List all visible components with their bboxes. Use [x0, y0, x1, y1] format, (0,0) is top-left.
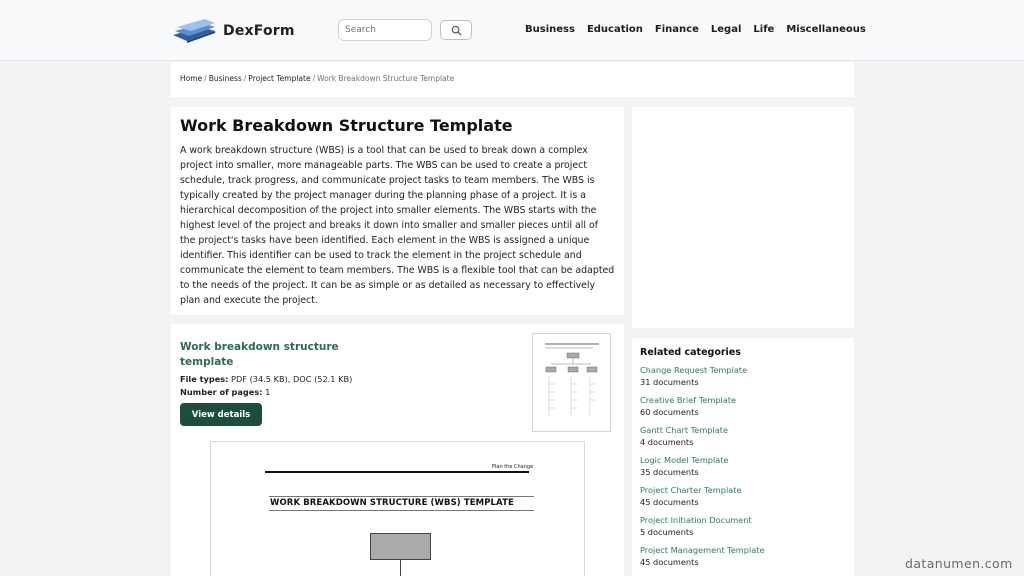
- related-link[interactable]: Project Management Template: [640, 545, 765, 555]
- breadcrumb-separator: /: [243, 74, 247, 83]
- related-count: 45 documents: [640, 497, 699, 507]
- nav-life[interactable]: Life: [753, 24, 775, 35]
- related-count: 45 documents: [640, 557, 699, 567]
- ad-placeholder: [632, 107, 854, 328]
- nav-miscellaneous[interactable]: Miscellaneous: [786, 24, 866, 35]
- breadcrumb-card: [171, 62, 854, 97]
- main-nav: [525, 24, 866, 35]
- document-card: [171, 324, 624, 576]
- preview-heading-rule-bottom: [269, 510, 534, 511]
- nav-education[interactable]: Education: [586, 24, 643, 35]
- related-link[interactable]: Project Initiation Document: [640, 515, 752, 525]
- document-preview: [210, 441, 585, 576]
- document-thumbnail-image: [533, 334, 612, 433]
- list-item: [640, 514, 846, 539]
- page-title: Work Breakdown Structure Template: [180, 116, 513, 135]
- page-count-label: Number of pages:: [180, 387, 263, 397]
- related-link[interactable]: Project Charter Template: [640, 485, 742, 495]
- related-link[interactable]: Change Request Template: [640, 365, 748, 375]
- list-item: [640, 544, 846, 569]
- breadcrumb-current: Work Breakdown Structure Template: [317, 74, 455, 83]
- file-types-label: File types:: [180, 374, 229, 384]
- watermark: datanumen.com: [905, 556, 1013, 571]
- view-details-button[interactable]: View details: [180, 403, 262, 426]
- intro-card: [171, 107, 624, 315]
- preview-connector: [400, 560, 401, 576]
- logo-icon: [171, 17, 217, 45]
- page-count-value: 1: [265, 387, 271, 397]
- breadcrumb-project-template[interactable]: Project Template: [248, 74, 311, 83]
- breadcrumb-separator: /: [312, 74, 316, 83]
- related-count: 31 documents: [640, 377, 699, 387]
- file-types: [180, 374, 352, 384]
- search-icon: [451, 25, 462, 36]
- site-header: [0, 0, 1024, 61]
- related-categories: [632, 338, 854, 576]
- search-button[interactable]: [440, 20, 472, 40]
- nav-business[interactable]: Business: [525, 24, 575, 35]
- intro-description: A work breakdown structure (WBS) is a tool that can be used to break down a complex project into smaller, more manageable parts. The WBS can be used to create a project schedule, track progress, and communicate project tasks to team members. The WBS is typically created by the project manager during the planning phase of a project. It is a hierarchical decomposition of the project into smaller elements. The WBS starts with the highest level of the project and breaks it down into smaller and smaller pieces until all of the project's tasks have been identified. Each element in the WBS is assigned a unique identifier. This identifier can be used to track the element in the project schedule and communicate the element to team members. The WBS is a flexible tool that can be adapted to the needs of the project. It can be as simple or as detailed as necessary to effectively plan and execute the project.: [180, 145, 615, 306]
- list-item: [640, 394, 846, 419]
- related-link[interactable]: Creative Brief Template: [640, 395, 737, 405]
- preview-top-node: [370, 533, 431, 560]
- list-item: [640, 424, 846, 449]
- nav-legal[interactable]: Legal: [710, 24, 742, 35]
- document-title-link[interactable]: Work breakdown structure template: [180, 341, 339, 368]
- preview-org-text: Plan the Change: [492, 464, 534, 470]
- preview-heading: WORK BREAKDOWN STRUCTURE (WBS) TEMPLATE: [270, 498, 514, 508]
- preview-top-rule: [265, 471, 529, 473]
- search-input[interactable]: [338, 19, 432, 41]
- related-count: 60 documents: [640, 407, 699, 417]
- logo[interactable]: [171, 17, 295, 45]
- list-item: [640, 454, 846, 479]
- list-item: [640, 364, 846, 389]
- page-count: [180, 387, 270, 397]
- related-link[interactable]: Logic Model Template: [640, 455, 729, 465]
- document-thumbnail[interactable]: [532, 333, 611, 432]
- breadcrumb-home[interactable]: Home: [180, 74, 203, 83]
- related-title: Related categories: [640, 347, 741, 358]
- related-count: 4 documents: [640, 437, 694, 447]
- related-count: 5 documents: [640, 527, 694, 537]
- breadcrumb-separator: /: [204, 74, 207, 83]
- related-count: 35 documents: [640, 467, 699, 477]
- nav-finance[interactable]: Finance: [654, 24, 699, 35]
- breadcrumb: [180, 74, 454, 83]
- logo-text: DexForm: [223, 23, 295, 39]
- preview-heading-rule-top: [269, 496, 534, 497]
- list-item: [640, 484, 846, 509]
- breadcrumb-business[interactable]: Business: [208, 74, 242, 83]
- related-link[interactable]: Gantt Chart Template: [640, 425, 729, 435]
- file-types-value: PDF (34.5 KB), DOC (52.1 KB): [231, 374, 353, 384]
